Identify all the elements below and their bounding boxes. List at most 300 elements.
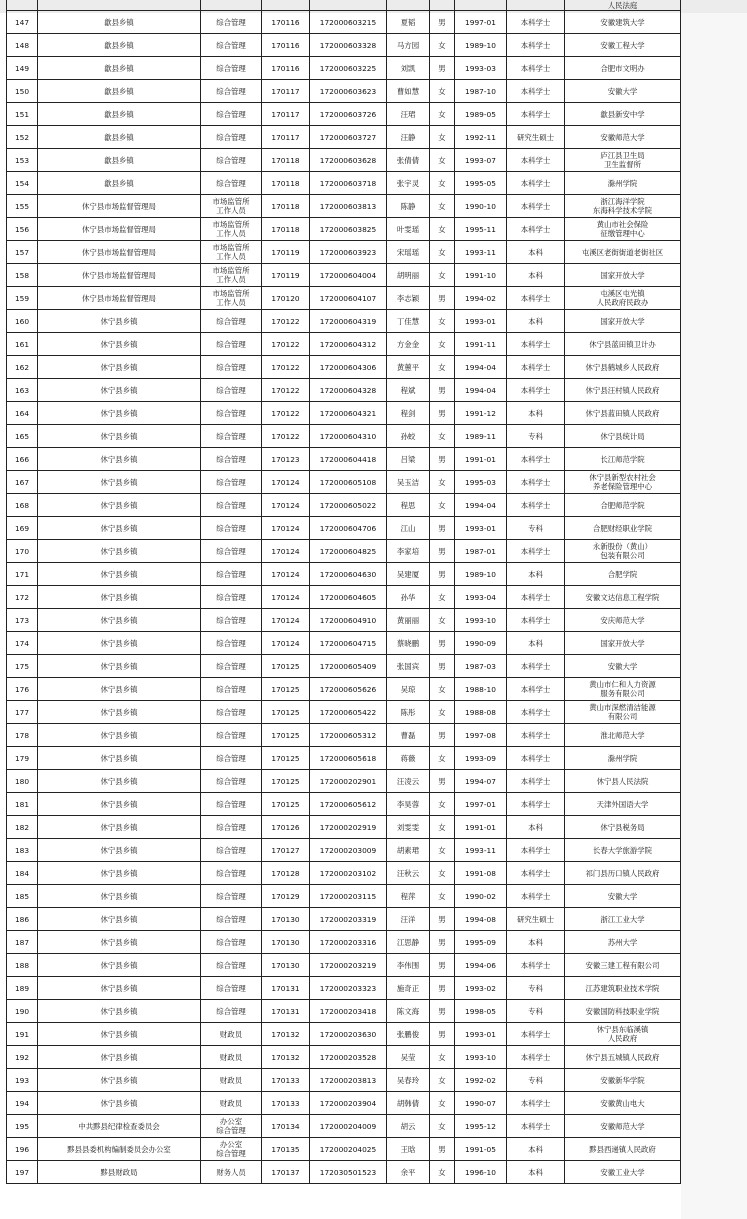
cell-no: 179 xyxy=(7,747,38,770)
cell-birth: 1991-12 xyxy=(455,402,507,425)
cell-ticket: 172000604321 xyxy=(310,402,387,425)
cell-sex: 女 xyxy=(430,126,455,149)
cell-post: 综合管理 xyxy=(201,793,262,816)
cell-ticket: 172000605312 xyxy=(310,724,387,747)
cell-org: 休宁县乡镇 xyxy=(38,793,201,816)
cell-post: 综合管理 xyxy=(201,402,262,425)
cell-post: 综合管理 xyxy=(201,310,262,333)
table-row xyxy=(7,1046,681,1069)
cell-name: 蒋薇 xyxy=(387,747,430,770)
cell-birth: 1991-08 xyxy=(455,862,507,885)
cell-code: 170123 xyxy=(262,448,310,471)
candidate-table-body xyxy=(7,0,681,1184)
cell-post: 综合管理 xyxy=(201,103,262,126)
cell-edu: 本科 xyxy=(507,241,565,264)
cell-post: 综合管理 xyxy=(201,517,262,540)
cell-work: 安徽三建工程有限公司 xyxy=(565,954,681,977)
cell-post: 综合管理 xyxy=(201,563,262,586)
cell-name: 胡明丽 xyxy=(387,264,430,287)
cell-edu: 本科学士 xyxy=(507,80,565,103)
cell-name: 李志颖 xyxy=(387,287,430,310)
cell-post: 综合管理 xyxy=(201,80,262,103)
cell-org: 休宁县乡镇 xyxy=(38,862,201,885)
table-row xyxy=(7,494,681,517)
cell-edu: 本科学士 xyxy=(507,218,565,241)
cell-no: 189 xyxy=(7,977,38,1000)
cell-post: 综合管理 xyxy=(201,977,262,1000)
cell-work: 黟县西递镇人民政府 xyxy=(565,1138,681,1161)
cell-ticket: 172000605409 xyxy=(310,655,387,678)
cell-sex: 男 xyxy=(430,563,455,586)
cell-org: 歙县乡镇 xyxy=(38,172,201,195)
cell-name: 李昊蓉 xyxy=(387,793,430,816)
cell-birth: 1993-01 xyxy=(455,517,507,540)
cell-name: 孙华 xyxy=(387,586,430,609)
cell-birth: 1992-11 xyxy=(455,126,507,149)
candidate-table xyxy=(6,0,681,1184)
cell-code: 170122 xyxy=(262,333,310,356)
cell-code: 170129 xyxy=(262,885,310,908)
cell-work: 歙县新安中学 xyxy=(565,103,681,126)
table-row xyxy=(7,264,681,287)
cell-work: 长春大学旅游学院 xyxy=(565,839,681,862)
cell-sex: 男 xyxy=(430,57,455,80)
cell-no: 153 xyxy=(7,149,38,172)
cell-name: 汪洋 xyxy=(387,908,430,931)
cell-work: 庐江县卫生局 卫生监督所 xyxy=(565,149,681,172)
cell-name: 汪珺 xyxy=(387,103,430,126)
cell-org: 休宁县乡镇 xyxy=(38,632,201,655)
cell-work: 江苏建筑职业技术学院 xyxy=(565,977,681,1000)
cell-code: 170133 xyxy=(262,1092,310,1115)
cell-sex: 女 xyxy=(430,839,455,862)
cell-org: 休宁县乡镇 xyxy=(38,517,201,540)
cell-code: 170135 xyxy=(262,1138,310,1161)
cell-work: 黄山市社会保险 征缴管理中心 xyxy=(565,218,681,241)
cell-no: 191 xyxy=(7,1023,38,1046)
cell-org: 歙县乡镇 xyxy=(38,103,201,126)
cell-ticket: 172030501523 xyxy=(310,1161,387,1184)
cell-name: 刘凯 xyxy=(387,57,430,80)
cell-edu: 本科学士 xyxy=(507,172,565,195)
cell-code: 170122 xyxy=(262,310,310,333)
cell-work: 安徽文达信息工程学院 xyxy=(565,586,681,609)
cell-sex: 女 xyxy=(430,149,455,172)
cell-sex: 女 xyxy=(430,310,455,333)
cell-edu: 本科学士 xyxy=(507,471,565,494)
cell-edu: 本科学士 xyxy=(507,333,565,356)
cell-no: 182 xyxy=(7,816,38,839)
cell-edu: 专科 xyxy=(507,1000,565,1023)
cell-sex: 女 xyxy=(430,586,455,609)
cell-post: 综合管理 xyxy=(201,931,262,954)
table-row xyxy=(7,977,681,1000)
cell-birth: 1994-04 xyxy=(455,356,507,379)
cell-code: 170131 xyxy=(262,977,310,1000)
cell-work: 安徽建筑大学 xyxy=(565,11,681,34)
cell-edu: 本科学士 xyxy=(507,356,565,379)
cell-birth: 1988-08 xyxy=(455,701,507,724)
cell-ticket: 172000604312 xyxy=(310,333,387,356)
cell-edu: 本科学士 xyxy=(507,195,565,218)
cell-ticket: 172000604107 xyxy=(310,287,387,310)
cell-no: 155 xyxy=(7,195,38,218)
cell-org: 休宁县市场监督管理局 xyxy=(38,287,201,310)
cell-birth: 1993-02 xyxy=(455,977,507,1000)
cell-ticket: 172000604910 xyxy=(310,609,387,632)
cell-work: 安徽工程大学 xyxy=(565,34,681,57)
cell-no: 172 xyxy=(7,586,38,609)
cell-org: 休宁县乡镇 xyxy=(38,448,201,471)
cell-code: 170118 xyxy=(262,172,310,195)
cell-org: 歙县乡镇 xyxy=(38,80,201,103)
cell-org: 休宁县市场监督管理局 xyxy=(38,218,201,241)
cell-ticket: 172000603923 xyxy=(310,241,387,264)
cell-sex: 男 xyxy=(430,540,455,563)
table-row xyxy=(7,563,681,586)
cell-post: 综合管理 xyxy=(201,57,262,80)
table-row xyxy=(7,333,681,356)
cell-org: 休宁县市场监督管理局 xyxy=(38,241,201,264)
cell-code: 170125 xyxy=(262,655,310,678)
cell-post: 综合管理 xyxy=(201,655,262,678)
cell-no: 150 xyxy=(7,80,38,103)
cell-ticket: 172000605022 xyxy=(310,494,387,517)
cell-birth: 1998-05 xyxy=(455,1000,507,1023)
cell-code: 170119 xyxy=(262,241,310,264)
cell-post: 综合管理 xyxy=(201,885,262,908)
cell-no: 181 xyxy=(7,793,38,816)
cell-work: 休宁县五城镇人民政府 xyxy=(565,1046,681,1069)
cell-org: 休宁县乡镇 xyxy=(38,954,201,977)
cell-ticket: 172000203528 xyxy=(310,1046,387,1069)
cell-org: 休宁县乡镇 xyxy=(38,885,201,908)
cell-post: 综合管理 xyxy=(201,379,262,402)
cell-no: 161 xyxy=(7,333,38,356)
cell-sex: 男 xyxy=(430,977,455,1000)
cell-post: 综合管理 xyxy=(201,11,262,34)
cell-org: 休宁县乡镇 xyxy=(38,379,201,402)
table-row xyxy=(7,103,681,126)
cell-sex: 男 xyxy=(430,11,455,34)
cell-post: 综合管理 xyxy=(201,586,262,609)
cell-edu: 本科学士 xyxy=(507,287,565,310)
cell-post: 市场监管所 工作人员 xyxy=(201,287,262,310)
cell-work: 国家开放大学 xyxy=(565,264,681,287)
cell-no: 158 xyxy=(7,264,38,287)
cell-code: 170124 xyxy=(262,517,310,540)
cell-no: 177 xyxy=(7,701,38,724)
cell-name: 吕梁 xyxy=(387,448,430,471)
cell-sex: 女 xyxy=(430,241,455,264)
cell-no: 148 xyxy=(7,34,38,57)
cell-org: 休宁县乡镇 xyxy=(38,1092,201,1115)
cell-code: 170124 xyxy=(262,471,310,494)
table-row xyxy=(7,632,681,655)
cell-no: 160 xyxy=(7,310,38,333)
cell-sex: 女 xyxy=(430,425,455,448)
table-row xyxy=(7,862,681,885)
cell-post: 综合管理 xyxy=(201,149,262,172)
cell-org: 休宁县乡镇 xyxy=(38,1000,201,1023)
cell-birth: 1996-10 xyxy=(455,1161,507,1184)
cell-work: 黄山市深燃清洁能源 有限公司 xyxy=(565,701,681,724)
cell-sex: 女 xyxy=(430,1161,455,1184)
cell-post: 综合管理 xyxy=(201,816,262,839)
cell-ticket: 172000605618 xyxy=(310,747,387,770)
cell-edu: 本科学士 xyxy=(507,793,565,816)
cell-birth: 1994-07 xyxy=(455,770,507,793)
cell-no: 170 xyxy=(7,540,38,563)
table-row xyxy=(7,448,681,471)
cell-birth: 1994-04 xyxy=(455,494,507,517)
cell-post: 综合管理 xyxy=(201,724,262,747)
cell-sex: 男 xyxy=(430,448,455,471)
cell-org: 休宁县乡镇 xyxy=(38,839,201,862)
cell-ticket: 172000603727 xyxy=(310,126,387,149)
cell-org: 黟县县委机构编制委员会办公室 xyxy=(38,1138,201,1161)
cell-name: 张国宾 xyxy=(387,655,430,678)
cell-edu: 本科学士 xyxy=(507,770,565,793)
table-row xyxy=(7,770,681,793)
cell-post: 综合管理 xyxy=(201,172,262,195)
cell-code: 170117 xyxy=(262,126,310,149)
cell-edu: 本科 xyxy=(507,931,565,954)
table-row xyxy=(7,195,681,218)
cell-code: 170125 xyxy=(262,770,310,793)
cell-ticket: 172000604004 xyxy=(310,264,387,287)
cell-name: 程斌 xyxy=(387,379,430,402)
cell-sex: 女 xyxy=(430,678,455,701)
cell-no: 147 xyxy=(7,11,38,34)
cell-birth: 1987-03 xyxy=(455,655,507,678)
cell-ticket: 172000604715 xyxy=(310,632,387,655)
cell-post: 综合管理 xyxy=(201,770,262,793)
cell-org: 休宁县乡镇 xyxy=(38,494,201,517)
cell-post: 综合管理 xyxy=(201,747,262,770)
cell-code: 170125 xyxy=(262,793,310,816)
cell-post: 综合管理 xyxy=(201,954,262,977)
table-row xyxy=(7,80,681,103)
cell-org: 歙县乡镇 xyxy=(38,57,201,80)
cell-birth: 1987-10 xyxy=(455,80,507,103)
table-row xyxy=(7,241,681,264)
cell-name: 陈静 xyxy=(387,195,430,218)
cell-work: 合肥学院 xyxy=(565,563,681,586)
cell-no: 176 xyxy=(7,678,38,701)
cell-work: 屯溪区屯光镇 人民政府民政办 xyxy=(565,287,681,310)
cell-birth: 1991-11 xyxy=(455,333,507,356)
cell-name: 程萍 xyxy=(387,885,430,908)
cell-work: 安徽大学 xyxy=(565,80,681,103)
cell-org: 休宁县市场监督管理局 xyxy=(38,264,201,287)
cell-ticket: 172000603628 xyxy=(310,149,387,172)
table-row xyxy=(7,816,681,839)
cell-no: 185 xyxy=(7,885,38,908)
cell-edu: 本科 xyxy=(507,310,565,333)
cell-work: 合肥市文明办 xyxy=(565,57,681,80)
table-row-partial xyxy=(7,0,681,11)
cell-birth: 1997-08 xyxy=(455,724,507,747)
cell-edu: 本科学士 xyxy=(507,862,565,885)
cell-name: 吴莹 xyxy=(387,1046,430,1069)
cell-work: 滁州学院 xyxy=(565,172,681,195)
cell-birth: 1989-10 xyxy=(455,563,507,586)
cell-sex: 男 xyxy=(430,1000,455,1023)
cell-sex: 女 xyxy=(430,172,455,195)
cell-ticket: 172000604328 xyxy=(310,379,387,402)
table-row xyxy=(7,586,681,609)
cell-code: 170120 xyxy=(262,287,310,310)
cell-work: 祁门县历口镇人民政府 xyxy=(565,862,681,885)
cell-ticket: 172000203319 xyxy=(310,908,387,931)
cell-sex: 女 xyxy=(430,356,455,379)
table-row xyxy=(7,1115,681,1138)
cell-name: 马方园 xyxy=(387,34,430,57)
cell-edu: 本科学士 xyxy=(507,701,565,724)
cell-name: 程思 xyxy=(387,494,430,517)
cell-edu: 本科 xyxy=(507,402,565,425)
cell-edu: 研究生硕士 xyxy=(507,126,565,149)
cell-ticket: 172000605108 xyxy=(310,471,387,494)
cell-code: 170124 xyxy=(262,563,310,586)
cell-org: 休宁县乡镇 xyxy=(38,310,201,333)
cell-code: 170122 xyxy=(262,425,310,448)
cell-sex: 女 xyxy=(430,885,455,908)
cell-ticket: 172000202919 xyxy=(310,816,387,839)
cell-ticket: 172000604706 xyxy=(310,517,387,540)
cell-code: 170116 xyxy=(262,11,310,34)
cell-sex: 男 xyxy=(430,287,455,310)
cell-edu: 本科学士 xyxy=(507,678,565,701)
cell-birth: 1995-03 xyxy=(455,471,507,494)
cell-ticket: 172000603623 xyxy=(310,80,387,103)
cell-birth: 1993-03 xyxy=(455,57,507,80)
table-row xyxy=(7,931,681,954)
cell-ticket: 172000603825 xyxy=(310,218,387,241)
cell-edu: 本科学士 xyxy=(507,885,565,908)
cell-org: 歙县乡镇 xyxy=(38,126,201,149)
cell-no: 196 xyxy=(7,1138,38,1161)
cell-sex: 男 xyxy=(430,632,455,655)
cell-ticket: 172000604310 xyxy=(310,425,387,448)
cell-work: 安徽工业大学 xyxy=(565,1161,681,1184)
cell-no: 194 xyxy=(7,1092,38,1115)
cell-name: 陈彤 xyxy=(387,701,430,724)
cell-sex: 女 xyxy=(430,494,455,517)
cell-code: 170122 xyxy=(262,402,310,425)
cell-birth: 1995-11 xyxy=(455,218,507,241)
cell-work: 安庆师范大学 xyxy=(565,609,681,632)
cell-code: 170126 xyxy=(262,816,310,839)
cell-work: 休宁县蓝田镇卫计办 xyxy=(565,333,681,356)
cell-post: 综合管理 xyxy=(201,333,262,356)
cell-no: 180 xyxy=(7,770,38,793)
cell-no: 183 xyxy=(7,839,38,862)
cell-post: 财务人员 xyxy=(201,1161,262,1184)
cell-birth: 1988-10 xyxy=(455,678,507,701)
cell-name: 叶雯瑶 xyxy=(387,218,430,241)
cell-work: 屯溪区老街街道老街社区 xyxy=(565,241,681,264)
cell-org xyxy=(38,0,201,11)
cell-name: 李伟围 xyxy=(387,954,430,977)
cell-ticket: 172000203418 xyxy=(310,1000,387,1023)
cell-name: 汪静 xyxy=(387,126,430,149)
cell-post: 综合管理 xyxy=(201,494,262,517)
cell-name: 余平 xyxy=(387,1161,430,1184)
table-row xyxy=(7,701,681,724)
cell-sex: 女 xyxy=(430,34,455,57)
cell-code: 170119 xyxy=(262,264,310,287)
cell-code: 170116 xyxy=(262,34,310,57)
cell-ticket: 172000604319 xyxy=(310,310,387,333)
cell-code: 170124 xyxy=(262,540,310,563)
cell-name: 程剑 xyxy=(387,402,430,425)
cell-org: 休宁县乡镇 xyxy=(38,609,201,632)
cell-work: 黄山市仁和人力资源 服务有限公司 xyxy=(565,678,681,701)
cell-name: 胡云 xyxy=(387,1115,430,1138)
cell-no: 186 xyxy=(7,908,38,931)
cell-sex: 女 xyxy=(430,1069,455,1092)
cell-ticket: 172000203813 xyxy=(310,1069,387,1092)
cell-work: 安徽大学 xyxy=(565,655,681,678)
cell-edu: 本科 xyxy=(507,1161,565,1184)
cell-org: 歙县乡镇 xyxy=(38,11,201,34)
cell-edu: 本科学士 xyxy=(507,954,565,977)
cell-code: 170124 xyxy=(262,632,310,655)
cell-code: 170127 xyxy=(262,839,310,862)
cell-sex: 男 xyxy=(430,1138,455,1161)
cell-ticket: 172000203009 xyxy=(310,839,387,862)
cell-sex: 女 xyxy=(430,1115,455,1138)
cell-ticket: 172000603813 xyxy=(310,195,387,218)
cell-edu: 本科学士 xyxy=(507,540,565,563)
cell-org: 休宁县乡镇 xyxy=(38,540,201,563)
cell-code xyxy=(262,0,310,11)
cell-edu: 本科 xyxy=(507,816,565,839)
cell-org: 休宁县乡镇 xyxy=(38,425,201,448)
table-row xyxy=(7,57,681,80)
page-right-margin xyxy=(681,13,747,1219)
cell-code: 170137 xyxy=(262,1161,310,1184)
cell-org: 休宁县乡镇 xyxy=(38,333,201,356)
cell-no: 171 xyxy=(7,563,38,586)
cell-work: 安徽新华学院 xyxy=(565,1069,681,1092)
cell-sex: 女 xyxy=(430,862,455,885)
table-row xyxy=(7,1161,681,1184)
cell-code: 170125 xyxy=(262,701,310,724)
cell-post: 市场监管所 工作人员 xyxy=(201,195,262,218)
table-row xyxy=(7,1092,681,1115)
cell-edu: 本科 xyxy=(507,264,565,287)
cell-ticket: 172000203115 xyxy=(310,885,387,908)
cell-no: 169 xyxy=(7,517,38,540)
cell-org: 歙县乡镇 xyxy=(38,34,201,57)
cell-no: 192 xyxy=(7,1046,38,1069)
cell-name: 丁佳慧 xyxy=(387,310,430,333)
cell-no: 162 xyxy=(7,356,38,379)
table-row xyxy=(7,149,681,172)
cell-sex: 男 xyxy=(430,655,455,678)
cell-org: 休宁县乡镇 xyxy=(38,977,201,1000)
table-row xyxy=(7,1069,681,1092)
cell-org: 休宁县乡镇 xyxy=(38,724,201,747)
table-row xyxy=(7,655,681,678)
cell-post: 市场监管所 工作人员 xyxy=(201,218,262,241)
cell-code: 170117 xyxy=(262,80,310,103)
cell-code: 170132 xyxy=(262,1023,310,1046)
cell-code: 170131 xyxy=(262,1000,310,1023)
